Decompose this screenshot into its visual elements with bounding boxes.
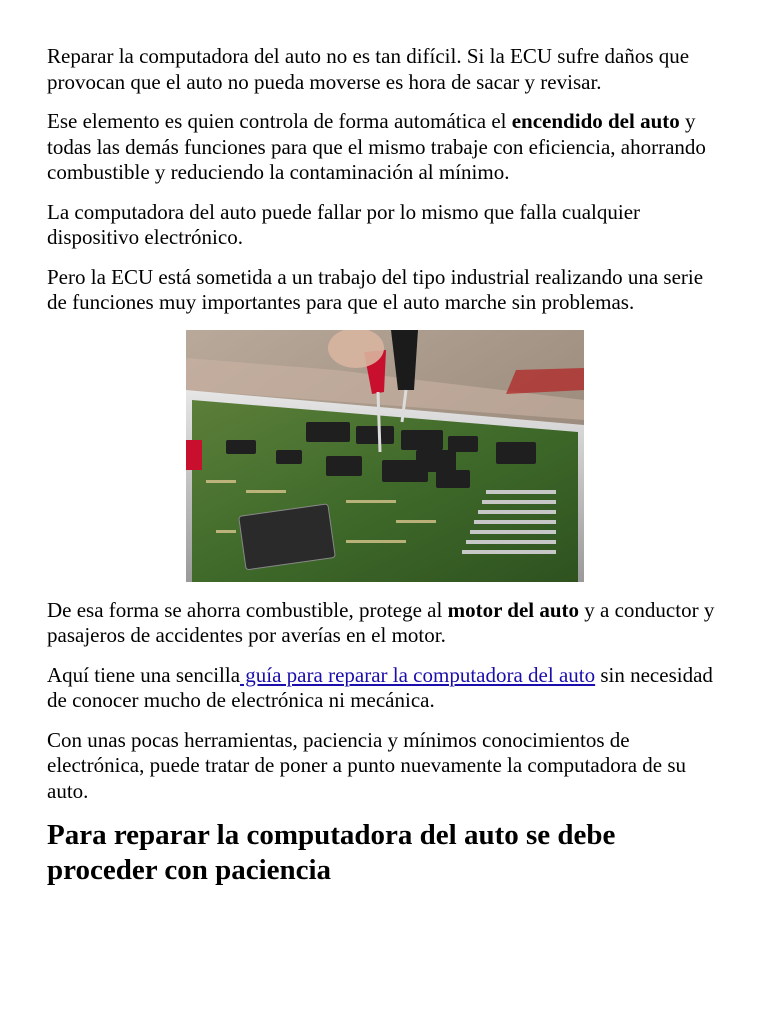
paragraph-4: Pero la ECU está sometida a un trabajo del tipo industrial realizando una serie de funciones muy importantes para que el auto marche sin problemas.	[47, 264, 704, 314]
paragraph-2-text-end: y todas las demás funciones para que el mismo trabaje con eficiencia, ahorrando combustible y reduciendo la contaminación al mínimo.	[47, 109, 706, 184]
paragraph-1: Reparar la computadora del auto no es tan difícil. Si la ECU sufre daños que provocan que el auto no pueda moverse es hora de sacar y revisar.	[47, 44, 690, 94]
paragraph-6-text-end: sin necesidad de conocer mucho de electrónica ni mecánica.	[47, 662, 713, 712]
paragraph-5	[47, 598, 727, 649]
paragraph-5-text-end: y a conductor y pasajeros de accidentes por averías en el motor.	[47, 597, 715, 647]
paragraph-5-text-start: De esa forma se ahorra combustible, protege al	[47, 597, 448, 622]
bold-ignition: encendido del auto	[511, 109, 680, 133]
repair-guide-link[interactable]: guía para reparar la computadora del auto	[240, 662, 596, 687]
paragraph-2-text-start: Ese elemento es quien controla de forma automática el	[47, 109, 512, 133]
paragraph-6	[47, 663, 727, 714]
bold-engine: motor del auto	[447, 597, 580, 622]
paragraph-6-text-start: Aquí tiene una sencilla	[47, 662, 241, 687]
section-heading: Para reparar la computadora del auto se debe proceder con paciencia	[47, 819, 616, 886]
ecu-circuit-board-image	[186, 330, 584, 582]
paragraph-2	[47, 109, 727, 186]
paragraph-3: La computadora del auto puede fallar por lo mismo que falla cualquier dispositivo electrónico.	[47, 199, 641, 249]
article-body	[47, 44, 727, 888]
paragraph-7: Con unas pocas herramientas, paciencia y mínimos conocimientos de electrónica, puede tratar de poner a punto nuevamente la computadora de su auto.	[47, 727, 687, 803]
